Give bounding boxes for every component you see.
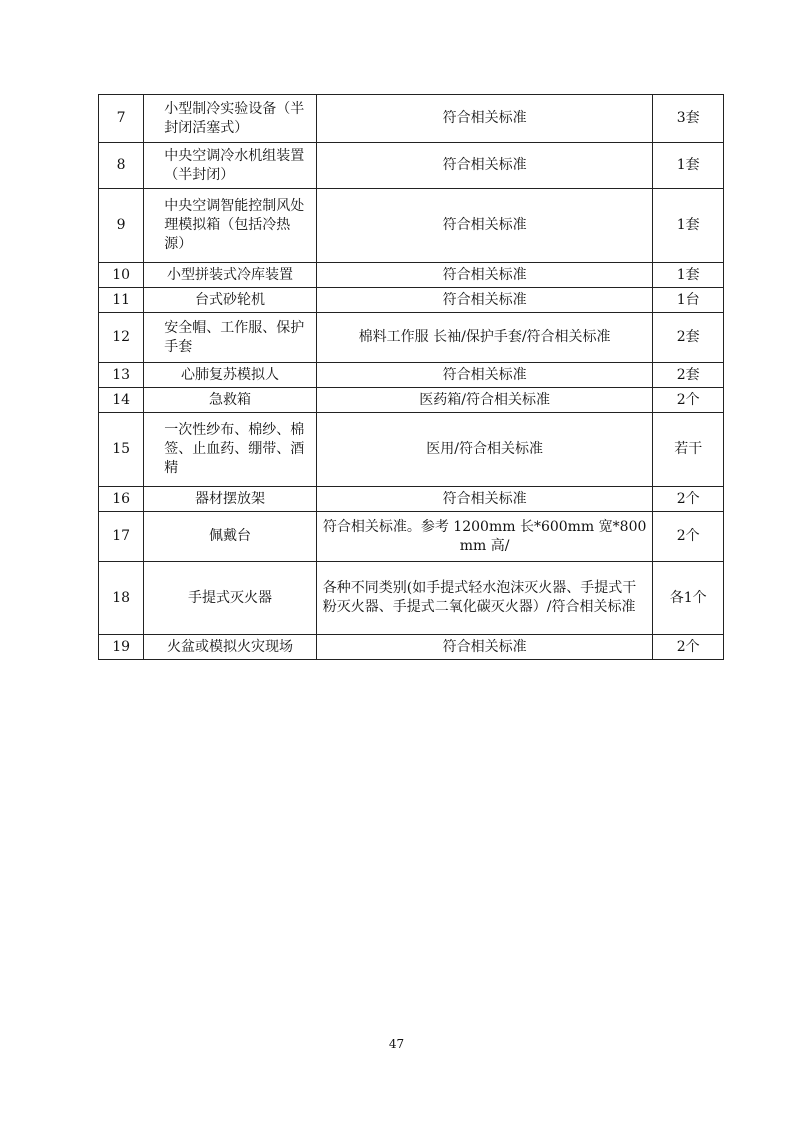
equipment-quantity: 2套	[653, 363, 724, 388]
row-number: 13	[99, 363, 144, 388]
equipment-spec: 符合相关标准	[316, 189, 653, 263]
table-row	[99, 512, 724, 562]
equipment-spec: 棉料工作服 长袖/保护手套/符合相关标准	[316, 313, 653, 363]
equipment-name: 手提式灭火器	[144, 562, 317, 635]
equipment-spec: 符合相关标准	[316, 263, 653, 288]
equipment-quantity: 1套	[653, 263, 724, 288]
table-row	[99, 635, 724, 660]
equipment-name: 小型制冷实验设备（半封闭活塞式）	[144, 95, 317, 143]
equipment-quantity: 1套	[653, 143, 724, 189]
equipment-name: 器材摆放架	[144, 487, 317, 512]
equipment-name: 中央空调智能控制风处理模拟箱（包括冷热源）	[144, 189, 317, 263]
equipment-spec: 符合相关标准	[316, 288, 653, 313]
row-number: 19	[99, 635, 144, 660]
equipment-quantity: 1台	[653, 288, 724, 313]
page-number: 47	[388, 1037, 405, 1051]
equipment-name: 火盆或模拟火灾现场	[144, 635, 317, 660]
equipment-name: 小型拼装式冷库装置	[144, 263, 317, 288]
equipment-quantity: 2个	[653, 487, 724, 512]
equipment-table	[98, 94, 724, 660]
equipment-spec: 符合相关标准	[316, 363, 653, 388]
equipment-spec: 符合相关标准	[316, 95, 653, 143]
equipment-quantity: 2个	[653, 635, 724, 660]
equipment-quantity: 2套	[653, 313, 724, 363]
row-number: 10	[99, 263, 144, 288]
row-number: 14	[99, 388, 144, 413]
table-row	[99, 363, 724, 388]
row-number: 12	[99, 313, 144, 363]
equipment-name: 心肺复苏模拟人	[144, 363, 317, 388]
row-number: 8	[99, 143, 144, 189]
table-row	[99, 388, 724, 413]
table-row	[99, 487, 724, 512]
equipment-spec: 医用/符合相关标准	[316, 413, 653, 487]
equipment-quantity: 2个	[653, 388, 724, 413]
table-row	[99, 413, 724, 487]
table-row	[99, 263, 724, 288]
equipment-quantity: 2个	[653, 512, 724, 562]
equipment-spec: 符合相关标准。参考 1200mm 长*600mm 宽*800mm 高/	[316, 512, 653, 562]
table-row	[99, 143, 724, 189]
equipment-name: 一次性纱布、棉纱、棉签、止血药、绷带、酒精	[144, 413, 317, 487]
equipment-quantity: 若干	[653, 413, 724, 487]
equipment-name: 中央空调冷水机组装置（半封闭）	[144, 143, 317, 189]
equipment-spec: 符合相关标准	[316, 635, 653, 660]
equipment-quantity: 1套	[653, 189, 724, 263]
equipment-spec: 符合相关标准	[316, 143, 653, 189]
row-number: 18	[99, 562, 144, 635]
equipment-name: 台式砂轮机	[144, 288, 317, 313]
equipment-name: 急救箱	[144, 388, 317, 413]
row-number: 16	[99, 487, 144, 512]
equipment-name: 安全帽、工作服、保护手套	[144, 313, 317, 363]
table-row	[99, 313, 724, 363]
equipment-spec: 符合相关标准	[316, 487, 653, 512]
row-number: 15	[99, 413, 144, 487]
equipment-name: 佩戴台	[144, 512, 317, 562]
table-row	[99, 562, 724, 635]
row-number: 17	[99, 512, 144, 562]
table-row	[99, 95, 724, 143]
table-row	[99, 189, 724, 263]
equipment-quantity: 3套	[653, 95, 724, 143]
equipment-spec: 医药箱/符合相关标准	[316, 388, 653, 413]
row-number: 9	[99, 189, 144, 263]
equipment-quantity: 各1个	[653, 562, 724, 635]
row-number: 11	[99, 288, 144, 313]
equipment-spec: 各种不同类别(如手提式轻水泡沫灭火器、手提式干粉灭火器、手提式二氧化碳灭火器）/符合相关标准	[316, 562, 653, 635]
table-row	[99, 288, 724, 313]
row-number: 7	[99, 95, 144, 143]
